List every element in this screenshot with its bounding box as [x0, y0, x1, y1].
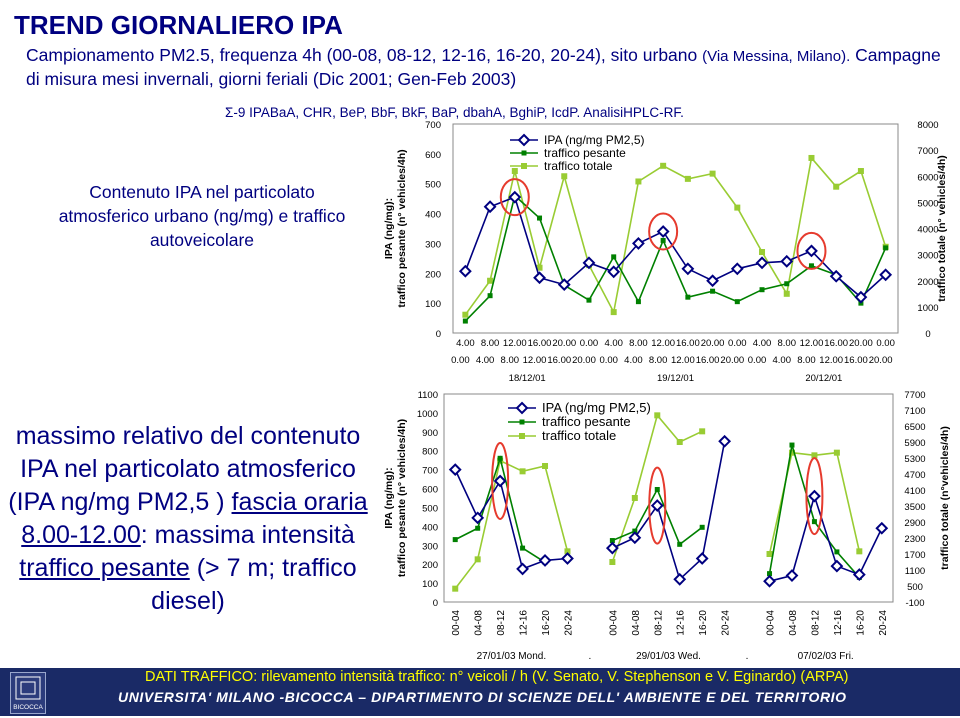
series-total-traffic-point	[699, 428, 705, 434]
y-right-tick: 7100	[904, 406, 926, 417]
series-heavy-traffic-point	[834, 549, 839, 554]
y-left-tick: 700	[422, 465, 438, 477]
legend-marker	[519, 433, 525, 439]
y-left-tick: 0	[435, 329, 441, 340]
x-tick-row1: 0.00	[579, 338, 599, 349]
series-total-traffic-point	[858, 168, 864, 174]
series-ipa-point	[473, 513, 483, 523]
series-total-traffic-point	[654, 412, 660, 418]
x-tick-row2: 16.00	[844, 355, 868, 366]
series-total-traffic-point	[635, 178, 641, 184]
series-total-traffic-point	[512, 168, 518, 174]
x-category-label: 08-12	[810, 610, 822, 636]
day-label: 20/12/01	[805, 373, 843, 384]
y-left-tick: 1100	[417, 390, 438, 401]
series-total-traffic-point	[833, 184, 839, 190]
x-tick-row2: 4.00	[772, 355, 791, 366]
chart-2-svg	[378, 384, 958, 664]
series-total-traffic-point	[475, 556, 481, 562]
y-left-tick: 700	[425, 120, 441, 131]
logo-text: BICOCCA	[13, 704, 43, 711]
x-category-label: 20-24	[877, 610, 889, 636]
y-left-label-2: traffico pesante (n° vehicles/4h)	[396, 418, 408, 578]
x-tick-row2: 0.00	[599, 355, 618, 366]
series-ipa-point	[765, 576, 775, 586]
note-heavy-traffic-link[interactable]: traffico pesante	[19, 554, 190, 582]
y-left-tick: 1000	[416, 408, 438, 420]
y-left-tick: 400	[422, 522, 438, 534]
x-tick-row1: 8.00	[480, 338, 500, 349]
series-heavy-traffic-point	[661, 238, 666, 243]
y-left-label-1: IPA (ng/mg):	[383, 467, 395, 529]
series-heavy-traffic-point	[586, 298, 591, 303]
day-label: 07/02/03 Fri.	[797, 651, 854, 662]
series-heavy-traffic-point	[636, 299, 641, 304]
university-logo	[10, 672, 46, 714]
series-ipa-point	[854, 570, 864, 580]
y-left-label-group	[383, 419, 408, 577]
logo-graphic	[11, 673, 45, 713]
x-tick-row2: 20.00	[572, 355, 596, 366]
x-category-label: 08-12	[653, 610, 665, 636]
y-right-tick: 6500	[904, 422, 926, 433]
y-right-tick: 6000	[917, 172, 939, 184]
series-heavy-traffic-point	[453, 537, 458, 542]
y-right-tick: 500	[907, 582, 923, 593]
chart-december-2001	[378, 108, 958, 384]
y-right-tick: -100	[905, 598, 925, 609]
series-ipa-point	[708, 276, 718, 286]
series-ipa-point	[450, 465, 460, 475]
series-total-traffic-point	[767, 551, 773, 557]
series-ipa-line	[770, 496, 882, 581]
subtitle-main: Campionamento PM2.5, frequenza 4h (00-08, 08-12, 12-16, 16-20, 20-24), sito urbano	[26, 45, 698, 65]
plot-area	[453, 124, 898, 333]
x-tick-row2: 16.00	[547, 355, 572, 366]
x-category-label: 04-08	[787, 610, 799, 636]
series-ipa-line	[465, 197, 885, 297]
series-total-traffic-point	[660, 163, 666, 169]
series-heavy-traffic-point	[677, 542, 682, 547]
x-category-label: 00-04	[765, 610, 777, 636]
series-ipa-point	[652, 501, 662, 511]
x-tick-row1: 20.00	[552, 338, 577, 349]
subtitle-site: (Via Messina, Milano).	[702, 48, 851, 65]
series-ipa-point	[540, 555, 550, 565]
chart-1-svg	[378, 108, 958, 384]
day-separator: .	[745, 651, 749, 662]
legend-label: traffico totale	[544, 159, 613, 173]
y-left-tick: 500	[425, 179, 441, 191]
x-tick-row1: 16.00	[527, 338, 552, 349]
x-tick-row2: 12.00	[819, 355, 844, 366]
series-heavy-traffic-point	[488, 293, 493, 298]
x-tick-row2: 4.00	[475, 355, 495, 366]
series-heavy-traffic-point	[537, 216, 542, 221]
series-heavy-traffic-point	[784, 281, 789, 286]
x-category-label: 12-16	[832, 610, 844, 636]
x-category-label: 20-24	[720, 610, 732, 636]
y-left-tick: 900	[422, 427, 438, 439]
series-total-traffic-point	[734, 205, 740, 211]
series-heavy-traffic-point	[710, 289, 715, 294]
series-heavy-traffic-point	[655, 487, 660, 492]
series-ipa-point	[535, 273, 545, 283]
y-right-label-group	[939, 426, 951, 570]
description-text: Contenuto IPA nel particolato atmosferico urbano (ng/mg) e traffico autoveicolare	[58, 182, 346, 250]
y-right-tick: 2000	[917, 276, 939, 288]
series-total-traffic-point	[487, 278, 493, 284]
x-tick-row2: 8.00	[500, 355, 520, 366]
y-left-tick: 200	[425, 269, 441, 281]
series-heavy-traffic-point	[789, 443, 794, 448]
y-right-tick: 2900	[904, 518, 926, 529]
y-left-tick: 200	[422, 560, 438, 572]
legend-label: IPA (ng/mg PM2,5)	[544, 133, 645, 147]
y-left-label-group	[383, 149, 408, 307]
series-total-traffic-point	[759, 249, 765, 255]
x-tick-row2: 12.00	[522, 355, 547, 366]
day-label: 27/01/03 Mond.	[476, 651, 547, 662]
series-total-traffic-line	[465, 158, 885, 315]
x-category-label: 04-08	[473, 610, 485, 636]
series-heavy-traffic-point	[463, 319, 468, 324]
x-tick-row2: 8.00	[797, 355, 816, 366]
series-ipa-point	[518, 564, 528, 574]
x-tick-row1: 12.00	[799, 338, 824, 349]
x-tick-row1: 0.00	[728, 338, 747, 349]
series-ipa-point	[658, 226, 668, 236]
series-total-traffic-point	[856, 548, 862, 554]
y-left-tick: 300	[422, 541, 438, 553]
day-separator: .	[588, 651, 592, 662]
x-tick-row2: 16.00	[695, 355, 720, 366]
y-right-tick: 4100	[904, 486, 926, 497]
legend-label: traffico pesante	[544, 146, 626, 160]
series-heavy-traffic-line	[770, 445, 860, 577]
subtitle-rest: Campagne di misura mesi invernali, giorni feriali (Dic 2001; Gen-Feb 2003)	[26, 45, 941, 89]
day-label: 29/01/03 Wed.	[636, 651, 701, 662]
legend-marker	[517, 403, 527, 413]
series-heavy-traffic-point	[700, 525, 705, 530]
y-right-label: traffico totale (n°vehicles/4h)	[939, 426, 951, 570]
y-right-tick: 4000	[917, 224, 939, 236]
series-ipa-point	[683, 264, 693, 274]
y-right-tick: 8000	[917, 120, 939, 131]
series-heavy-traffic-point	[735, 299, 740, 304]
x-tick-row1: 4.00	[456, 338, 475, 349]
slide-title: TREND GIORNALIERO IPA	[14, 10, 343, 40]
y-right-tick: 5300	[904, 454, 926, 465]
x-category-label: 12-16	[675, 610, 687, 636]
x-tick-row1: 20.00	[700, 338, 725, 349]
series-heavy-traffic-point	[883, 245, 888, 250]
y-left-tick: 100	[422, 579, 438, 591]
series-total-traffic-point	[784, 291, 790, 297]
x-tick-row1: 16.00	[675, 338, 700, 349]
series-heavy-traffic-point	[498, 456, 503, 461]
legend-label: traffico pesante	[542, 414, 631, 429]
x-tick-row2: 12.00	[670, 355, 695, 366]
chart-january-february-2003	[378, 384, 958, 664]
legend-marker	[522, 151, 527, 156]
x-tick-row2: 4.00	[624, 355, 643, 366]
series-total-traffic-point	[677, 439, 683, 445]
legend-marker	[521, 163, 527, 169]
y-left-tick: 400	[425, 209, 441, 221]
series-total-traffic-point	[542, 463, 548, 469]
series-heavy-traffic-point	[475, 526, 480, 531]
legend-label: IPA (ng/mg PM2,5)	[542, 400, 651, 415]
y-right-tick: 7700	[904, 390, 926, 401]
series-total-traffic-point	[452, 586, 458, 592]
x-tick-row2: 20.00	[720, 355, 745, 366]
series-heavy-traffic-point	[760, 287, 765, 292]
series-ipa-point	[877, 523, 887, 533]
y-left-tick: 300	[425, 239, 441, 251]
y-left-tick: 0	[432, 598, 438, 609]
series-heavy-traffic-point	[812, 519, 817, 524]
series-heavy-traffic-point	[520, 546, 525, 551]
footer-traffic-source: DATI TRAFFICO: rilevamento intensità traffico: n° veicoli / h (V. Senato, V. Stephenson e V. Eginardo) (ARPA)	[145, 669, 849, 685]
x-category-label: 04-08	[630, 610, 642, 636]
note-part1: massimo relativo del contenuto IPA nel particolato atmosferico (IPA ng/mg PM2,5 )	[8, 422, 361, 516]
x-tick-row1: 8.00	[629, 338, 648, 349]
day-label: 19/12/01	[657, 373, 694, 384]
x-category-label: 08-12	[496, 610, 508, 636]
series-ipa-point	[720, 436, 730, 446]
x-tick-row1: 12.00	[502, 338, 527, 349]
y-right-tick: 1000	[917, 302, 939, 314]
y-left-tick: 800	[422, 446, 438, 458]
y-right-tick: 0	[925, 329, 931, 340]
slide-subtitle	[26, 44, 951, 91]
series-total-traffic-point	[808, 155, 814, 161]
x-category-label: 00-04	[608, 610, 620, 636]
series-ipa-point	[732, 264, 742, 274]
x-tick-row2: 20.00	[868, 355, 893, 366]
y-left-label-2: traffico pesante (n° vehicles/4h)	[396, 149, 408, 308]
x-tick-row1: 16.00	[824, 338, 849, 349]
series-total-traffic-point	[611, 309, 617, 315]
series-heavy-traffic-line	[612, 489, 702, 544]
x-tick-row2: 0.00	[451, 355, 470, 366]
series-total-traffic-point	[834, 450, 840, 456]
y-right-tick: 5000	[917, 198, 939, 210]
highlight-note	[4, 420, 372, 618]
series-heavy-traffic-line	[465, 196, 885, 321]
y-right-label-group	[936, 155, 948, 302]
note-part2: : massima intensità	[140, 521, 355, 549]
series-ipa-point	[782, 256, 792, 266]
series-total-traffic-point	[632, 495, 638, 501]
x-category-label: 12-16	[518, 610, 530, 636]
y-right-tick: 4700	[904, 470, 926, 481]
note-part3: (> 7 m; traffico diesel)	[151, 554, 357, 615]
legend-marker	[520, 420, 525, 425]
x-category-label: 00-04	[451, 610, 463, 636]
x-category-label: 16-20	[855, 610, 867, 636]
plot-area	[444, 394, 893, 602]
series-ipa-point	[460, 266, 470, 276]
y-right-tick: 5900	[904, 438, 926, 449]
y-left-label-1: IPA (ng/mg):	[383, 197, 395, 260]
series-ipa-point	[630, 533, 640, 543]
x-tick-row1: 0.00	[876, 338, 895, 349]
series-ipa-point	[510, 192, 520, 202]
series-heavy-traffic-point	[611, 254, 616, 259]
x-category-label: 20-24	[563, 610, 575, 636]
y-right-label: traffico totale (n° vehicles/4h)	[936, 155, 948, 302]
series-ipa-point	[485, 202, 495, 212]
y-left-tick: 600	[422, 484, 438, 496]
y-left-tick: 500	[422, 503, 438, 515]
series-total-traffic-line	[770, 453, 860, 554]
y-left-tick: 100	[425, 299, 441, 311]
series-total-traffic-point	[685, 176, 691, 182]
series-total-traffic-point	[561, 173, 567, 179]
series-ipa-point	[787, 571, 797, 581]
series-ipa-point	[562, 554, 572, 564]
series-ipa-point	[809, 491, 819, 501]
series-heavy-traffic-line	[455, 458, 545, 562]
y-right-tick: 3500	[904, 502, 926, 513]
legend-marker	[519, 135, 529, 145]
series-total-traffic-point	[462, 312, 468, 318]
footer-institution: UNIVERSITA' MILANO -BICOCCA – DIPARTIMENTO DI SCIENZE DELL' AMBIENTE E DEL TERRITORIO	[118, 689, 847, 705]
series-ipa-point	[832, 561, 842, 571]
series-total-traffic-point	[710, 171, 716, 177]
x-category-label: 16-20	[698, 610, 710, 636]
series-heavy-traffic-point	[809, 263, 814, 268]
legend-label: traffico totale	[542, 428, 617, 443]
method-note: Σ-9 IPABaA, CHR, BeP, BbF, BkF, BaP, dbahA, BghiP, IcdP. AnalisiHPLC-RF.	[225, 105, 684, 120]
x-tick-row2: 8.00	[648, 355, 668, 366]
y-right-tick: 2300	[904, 534, 926, 545]
x-tick-row1: 4.00	[604, 338, 623, 349]
x-tick-row1: 8.00	[777, 338, 796, 349]
y-right-tick: 1700	[904, 550, 926, 561]
note-time-band: fascia oraria 8.00-12.00	[21, 488, 368, 549]
x-tick-row1: 12.00	[651, 338, 676, 349]
x-tick-row2: 0.00	[747, 355, 767, 366]
series-heavy-traffic-point	[685, 295, 690, 300]
y-right-tick: 3000	[917, 250, 939, 262]
day-label: 18/12/01	[508, 373, 546, 384]
x-category-label: 16-20	[541, 610, 553, 636]
series-total-traffic-point	[609, 559, 615, 565]
x-tick-row1: 4.00	[752, 338, 772, 349]
y-left-tick: 600	[425, 149, 441, 161]
y-right-tick: 7000	[917, 146, 939, 158]
x-tick-row1: 20.00	[849, 338, 873, 349]
series-total-traffic-point	[520, 468, 526, 474]
y-right-tick: 1100	[904, 566, 926, 577]
